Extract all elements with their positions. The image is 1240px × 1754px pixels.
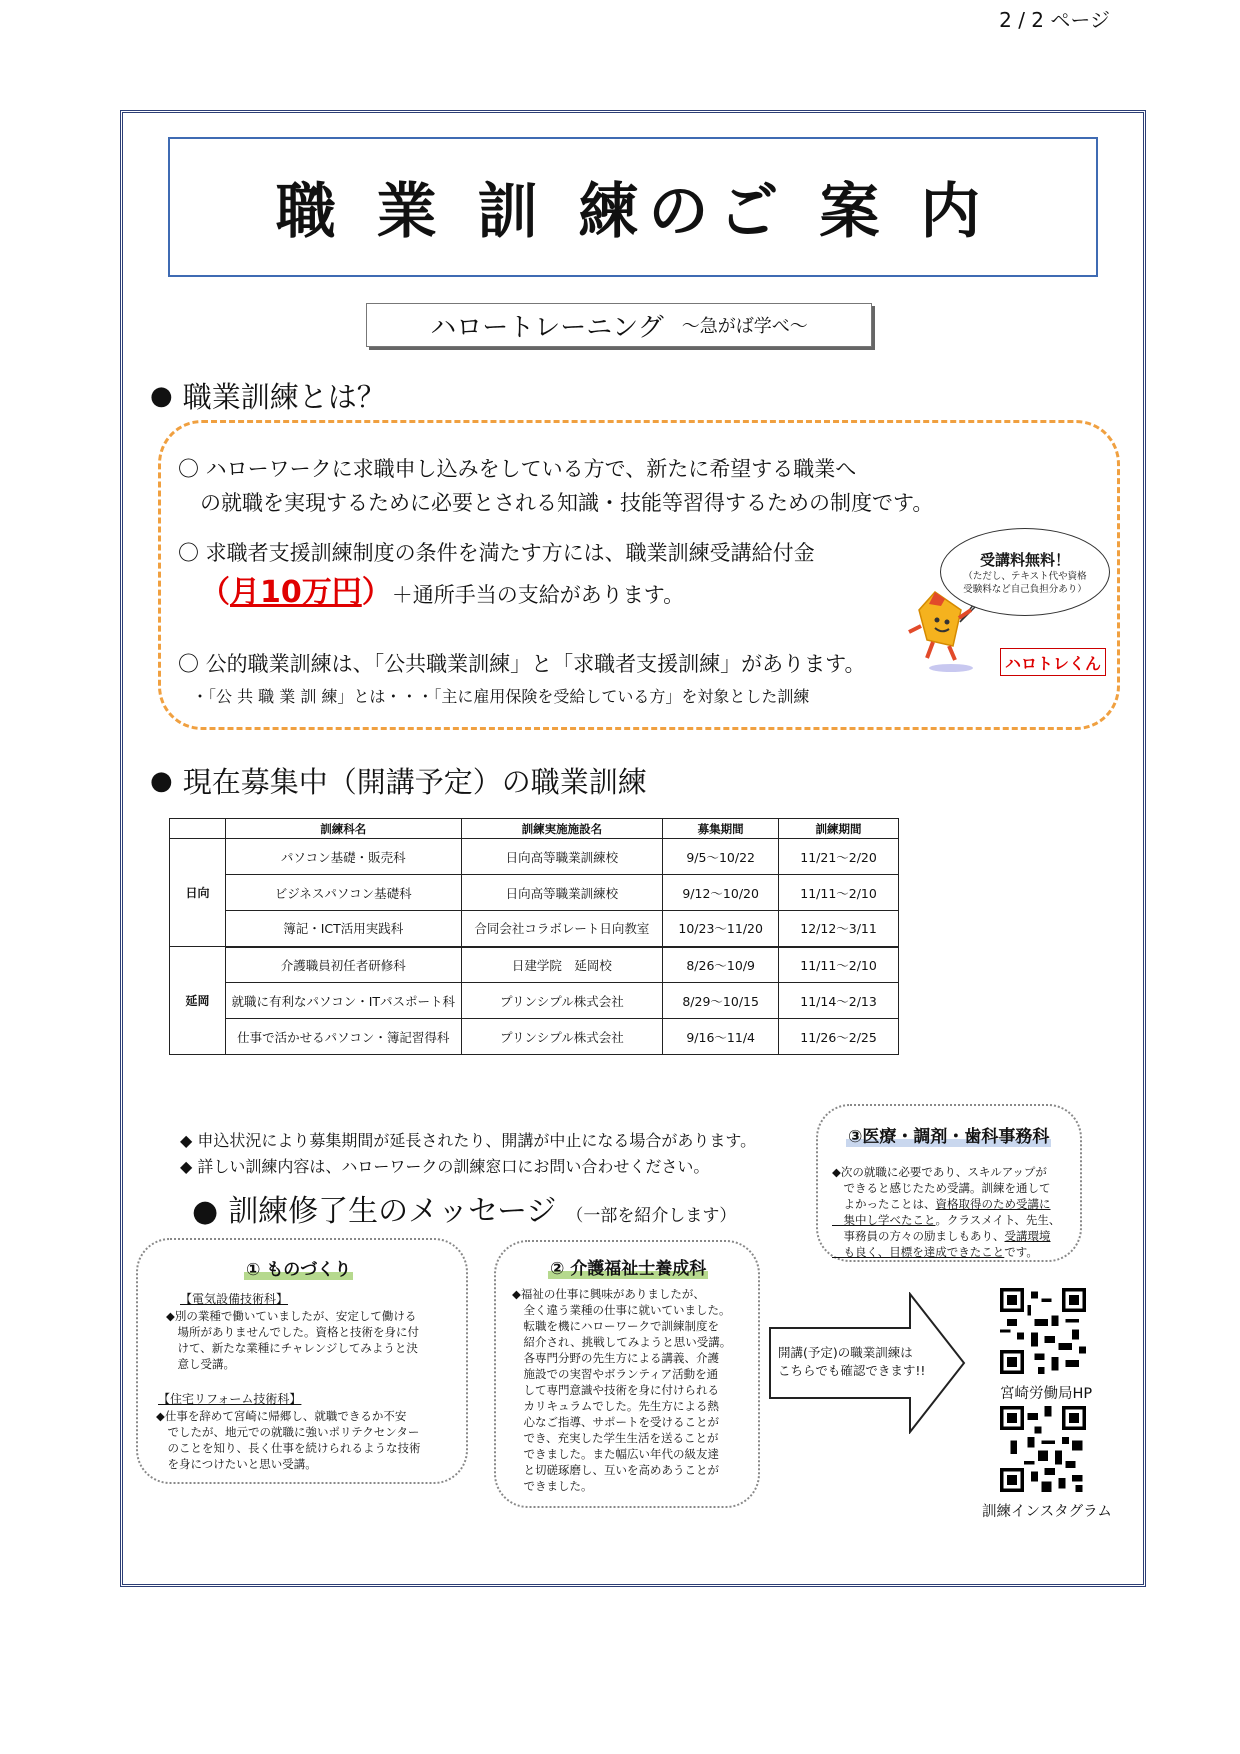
arrow-text: 開講(予定)の職業訓練は こちらでも確認できます!! (778, 1345, 926, 1378)
recruit-period: 9/5～10/22 (663, 839, 779, 875)
about-item1-line1: 〇 ハローワークに求職申し込みをしている方で、新たに希望する職業へ (178, 457, 857, 481)
subtitle-main: ハロートレーニング (430, 312, 664, 343)
training-period: 11/26～2/25 (779, 1019, 899, 1055)
course-name: パソコン基礎・販売科 (225, 839, 461, 875)
card1-text1: ◆別の業種で働いていましたが、安定して働ける 場所がありませんでした。資格と技術を身に付 けて、新たな業種にチャレンジしてみようと決 意し受講。 (166, 1309, 419, 1371)
training-period: 11/11～2/10 (779, 947, 899, 983)
course-name: 簿記・ICT活用実践科 (225, 911, 461, 947)
training-period: 11/14～2/13 (779, 983, 899, 1019)
card3-title: ③医療・調剤・歯科事務科 (848, 1127, 1050, 1147)
facility-name: プリンシプル株式会社 (461, 983, 663, 1019)
course-name: 介護職員初任者研修科 (225, 947, 461, 983)
page-title: 職 業 訓 練のご 案 内 (275, 177, 991, 247)
section1-heading-text: 職業訓練とは？ (182, 380, 386, 414)
training-period: 11/21～2/20 (779, 839, 899, 875)
table-header-facility: 訓練実施施設名 (461, 819, 663, 839)
table-header-training: 訓練期間 (779, 819, 899, 839)
bubble-sub1: （ただし、テキスト代や資格 (963, 570, 1087, 582)
table-row (170, 839, 899, 875)
amount-paren-close: ） (361, 575, 392, 610)
table-header-recruit: 募集期間 (663, 819, 779, 839)
bullet-icon: ● (192, 1194, 219, 1229)
note-line: ◆ 申込状況により募集期間が延長されたり、開講が中止になる場合があります。 (180, 1131, 757, 1150)
facility-name: 日建学院 延岡校 (461, 947, 663, 983)
card1-text2: ◆仕事を辞めて宮崎に帰郷し、就職できるか不安 でしたが、地元での就職に強いポリテクセンター のことを知り、長く仕事を続けられるような技術 を身につけたいと思い受講。 (156, 1409, 421, 1471)
card1-title: ① ものづくり (246, 1260, 352, 1280)
section1-heading (150, 375, 386, 416)
table-header-row (170, 819, 899, 839)
table-row (170, 911, 899, 947)
mascot-icon (905, 584, 985, 674)
training-period: 11/11～2/10 (779, 875, 899, 911)
subtitle-box (366, 303, 872, 347)
recruit-period: 10/23～11/20 (663, 911, 779, 947)
bubble-main: 受講料無料！ (979, 550, 1070, 569)
page-number: 2 / 2 ページ (999, 8, 1110, 32)
about-item3: 〇 公的職業訓練は、「公共職業訓練」と「求職者支援訓練」があります。 (178, 652, 866, 676)
card2-title: ② 介護福祉士養成科 (550, 1259, 707, 1279)
qr-code-icon[interactable] (1000, 1288, 1086, 1374)
amount-paren-open: （ (200, 575, 230, 610)
messages-heading (192, 1186, 736, 1230)
about-note: ・「公 共 職 業 訓 練」とは・・・「主に雇用保険を受給している方」を対象とした訓練 (192, 687, 810, 706)
recruit-period: 9/16～11/4 (663, 1019, 779, 1055)
card2-text: ◆福祉の仕事に興味がありましたが、 全く違う業種の仕事に就いていました。 転職を機にハローワークで訓練制度を 紹介され、挑戦してみようと思い受講。 各専門分野の先生方による講義、介護 施設での実習やボランティア活動を通 して専門意識や技術を身に付けられる カリキュラムでした。先生方による熱 心なご指導、サポートを受けることが でき、充実した学生生活を送ることが できました。また幅広い年代の級友達 と切磋琢磨し、互いを高めあうことが できました。 (512, 1287, 732, 1493)
bullet-icon: ● (150, 765, 173, 796)
title-box (168, 137, 1098, 277)
about-item1-line2: の就職を実現するために必要とされる知識・技能等習得するための制度です。 (200, 491, 934, 515)
note-line: ◆ 詳しい訓練内容は、ハローワークの訓練窓口にお問い合わせください。 (180, 1157, 710, 1176)
about-item2-line1: 〇 求職者支援訓練制度の条件を満たす方には、職業訓練受講給付金 (178, 541, 815, 565)
section2-heading (150, 760, 647, 801)
messages-heading-sub: （一部を紹介します） (566, 1206, 737, 1226)
table-row (170, 983, 899, 1019)
amount-rest: ＋通所手当の支給があります。 (391, 583, 685, 607)
card1-sub2: 【住宅リフォーム技術科】 (158, 1392, 302, 1406)
qr1-label: 宮崎労働局HP (1000, 1386, 1093, 1402)
course-name: ビジネスパソコン基礎科 (225, 875, 461, 911)
training-period: 12/12～3/11 (779, 911, 899, 947)
about-item2-line2 (200, 576, 684, 612)
facility-name: 日向高等職業訓練校 (461, 839, 663, 875)
bullet-icon: ● (150, 380, 173, 411)
table-row (170, 1019, 899, 1055)
qr2-label: 訓練インスタグラム (982, 1504, 1112, 1520)
area-cell: 延岡 (170, 947, 226, 1055)
qr-code-icon[interactable] (1000, 1406, 1086, 1492)
subtitle-sub: ～急がば学べ～ (681, 316, 808, 337)
recruit-period: 8/29～10/15 (663, 983, 779, 1019)
messages-heading-text: 訓練修了生のメッセージ (228, 1194, 557, 1229)
table-header-course: 訓練科名 (225, 819, 461, 839)
table-row (170, 875, 899, 911)
area-cell: 日向 (170, 839, 226, 947)
section2-heading-text: 現在募集中（開講予定）の職業訓練 (182, 765, 647, 799)
recruit-period: 8/26～10/9 (663, 947, 779, 983)
course-name: 仕事で活かせるパソコン・簿記習得科 (225, 1019, 461, 1055)
table-header-area (170, 819, 226, 839)
bubble-sub2: 受験料など自己負担分あり） (963, 583, 1087, 595)
courses-table (169, 818, 899, 1055)
course-name: 就職に有利なパソコン・ITパスポート科 (225, 983, 461, 1019)
hellotore-badge: ハロトレくん (1000, 648, 1106, 676)
notes (180, 1128, 756, 1180)
table-row (170, 947, 899, 983)
facility-name: 日向高等職業訓練校 (461, 875, 663, 911)
amount-highlight: 月10万円 (230, 575, 362, 610)
card3-text: ◆次の就職に必要であり、スキルアップが できると感じたため受講。訓練を通して よかったことは、資格取得のため受講に 集中し学べたこと。クラスメイト、先生、 事務員の方々の励ましもあり、受講環境 も良く、目標を達成できたことです。 (832, 1165, 1061, 1259)
facility-name: 合同会社コラボレート日向教室 (461, 911, 663, 947)
card1-sub1: 【電気設備技術科】 (180, 1292, 289, 1306)
facility-name: プリンシプル株式会社 (461, 1019, 663, 1055)
recruit-period: 9/12～10/20 (663, 875, 779, 911)
